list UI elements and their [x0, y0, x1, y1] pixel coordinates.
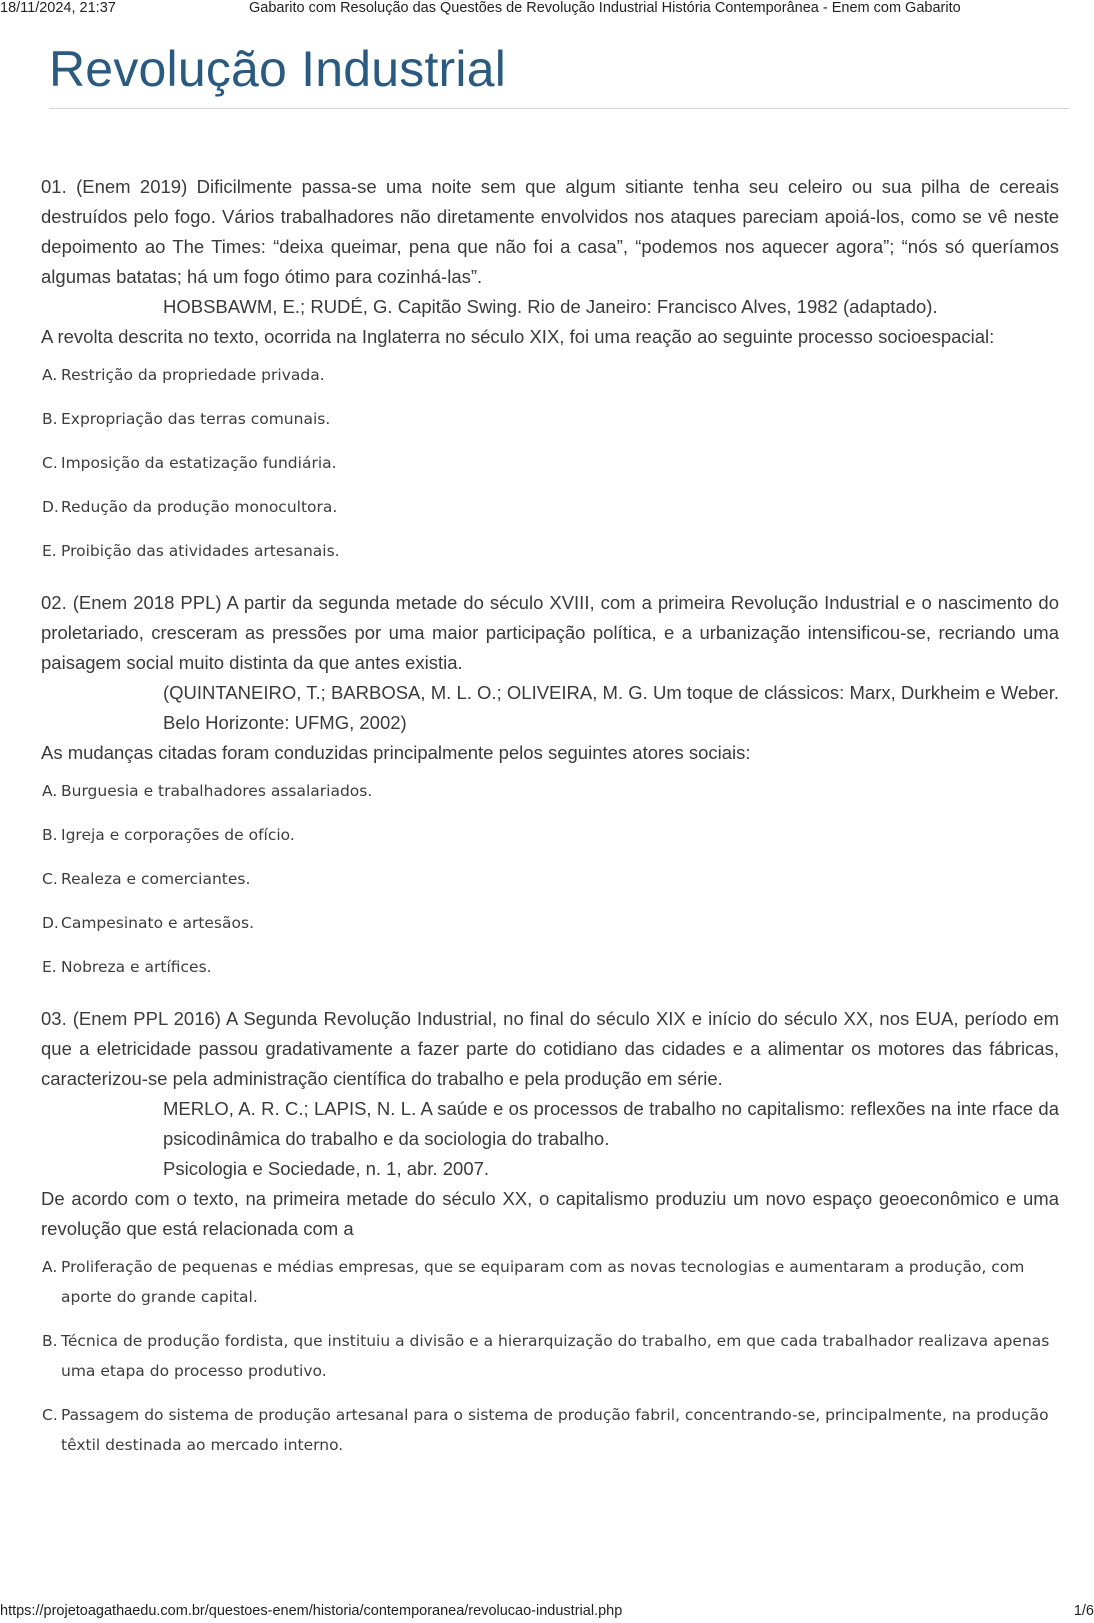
alternative-text: Passagem do sistema de produção artesanal para o sistema de produção fabril, concentrando-se, principalmente, na produção têxtil destinada ao mercado interno. — [61, 1406, 1049, 1454]
alternative-b[interactable] — [41, 820, 1059, 850]
print-footer — [0, 1603, 1094, 1621]
question-prompt: A revolta descrita no texto, ocorrida na Inglaterra no século XIX, foi uma reação ao seguinte processo socioespacial: — [41, 326, 995, 347]
page-url: https://projetoagathaedu.com.br/questoes-enem/historia/contemporanea/revolucao-industrial.php — [0, 1603, 623, 1619]
alternatives-list — [41, 776, 1059, 982]
alternative-text: Restrição da propriedade privada. — [61, 366, 325, 384]
alternative-text: Proibição das atividades artesanais. — [61, 542, 340, 560]
alternative-letter: A. — [42, 782, 58, 800]
question-statement: 01. (Enem 2019) Dificilmente passa-se uma noite sem que algum sitiante tenha seu celeiro ou sua pilha de cereais destruídos pelo fogo. Vários trabalhadores não diretamente envolvidos nos ataques pareciam apoiá-los, como se vê neste depoimento ao The Times: “deixa queimar, pena que não foi a casa”, “podemos nos aquecer agora”; “nós só queríamos algumas batatas; há um fogo ótimo para cozinhá-las”. — [41, 176, 1059, 287]
question-3 — [41, 1004, 1059, 1460]
alternative-letter: C. — [42, 870, 58, 888]
questions-list — [41, 172, 1059, 1482]
alternative-text: Proliferação de pequenas e médias empresas, que se equiparam com as novas tecnologias e aumentaram a produção, com aporte do grande capital. — [61, 1258, 1025, 1306]
alternative-text: Técnica de produção fordista, que instituiu a divisão e a hierarquização do trabalho, em que cada trabalhador realizava apenas uma etapa do processo produtivo. — [61, 1332, 1050, 1380]
alternative-a[interactable] — [41, 776, 1059, 806]
question-prompt: As mudanças citadas foram conduzidas principalmente pelos seguintes atores sociais: — [41, 742, 751, 763]
alternative-c[interactable] — [41, 448, 1059, 478]
alternative-c[interactable] — [41, 864, 1059, 894]
alternative-letter: D. — [42, 498, 59, 516]
question-statement: 03. (Enem PPL 2016) A Segunda Revolução Industrial, no final do século XIX e início do século XX, nos EUA, período em que a eletricidade passou gradativamente a fazer parte do cotidiano das cidades e a alimentar os motores das fábricas, caracterizou-se pela administração científica do trabalho e pela produção em série. — [41, 1008, 1059, 1089]
title-divider — [49, 108, 1069, 109]
page-title: Revolução Industrial — [49, 41, 507, 97]
alternative-letter: C. — [42, 454, 58, 472]
alternative-letter: B. — [42, 826, 58, 844]
alternative-letter: E. — [42, 958, 57, 976]
question-prompt: De acordo com o texto, na primeira metade do século XX, o capitalismo produziu um novo espaço geoeconômico e uma revolução que está relacionada com a — [41, 1188, 1059, 1239]
print-date: 18/11/2024, 21:37 — [0, 0, 116, 16]
alternative-e[interactable] — [41, 952, 1059, 982]
alternative-b[interactable] — [41, 1326, 1059, 1386]
alternative-letter: B. — [42, 410, 58, 428]
alternative-letter: C. — [42, 1406, 58, 1424]
question-source: (QUINTANEIRO, T.; BARBOSA, M. L. O.; OLIVEIRA, M. G. Um toque de clássicos: Marx, Durkheim e Weber. Belo Horizonte: UFMG, 2002) — [163, 682, 1059, 733]
alternative-text: Nobreza e artífices. — [61, 958, 212, 976]
alternative-text: Burguesia e trabalhadores assalariados. — [61, 782, 373, 800]
alternative-d[interactable] — [41, 908, 1059, 938]
alternative-letter: A. — [42, 1258, 58, 1276]
alternatives-list — [41, 1252, 1059, 1460]
question-source: HOBSBAWM, E.; RUDÉ, G. Capitão Swing. Rio de Janeiro: Francisco Alves, 1982 (adaptado). — [163, 296, 938, 317]
alternatives-list — [41, 360, 1059, 566]
question-1 — [41, 172, 1059, 566]
alternative-letter: D. — [42, 914, 59, 932]
alternative-letter: E. — [42, 542, 57, 560]
question-2 — [41, 588, 1059, 982]
alternative-text: Campesinato e artesãos. — [61, 914, 254, 932]
question-statement: 02. (Enem 2018 PPL) A partir da segunda metade do século XVIII, com a primeira Revolução Industrial e o nascimento do proletariado, cresceram as pressões por uma maior participação política, e a urbanização intensificou-se, recriando uma paisagem social muito distinta da que antes existia. — [41, 592, 1059, 673]
page-number: 1/6 — [1073, 1603, 1094, 1619]
alternative-e[interactable] — [41, 536, 1059, 566]
alternative-d[interactable] — [41, 492, 1059, 522]
alternative-c[interactable] — [41, 1400, 1059, 1460]
alternative-text: Expropriação das terras comunais. — [61, 410, 331, 428]
alternative-a[interactable] — [41, 1252, 1059, 1312]
print-header — [0, 0, 1094, 18]
alternative-letter: B. — [42, 1332, 58, 1350]
alternative-text: Imposição da estatização fundiária. — [61, 454, 337, 472]
print-document-title: Gabarito com Resolução das Questões de Revolução Industrial História Contemporânea - Enem com Gabarito — [249, 0, 961, 16]
alternative-text: Realeza e comerciantes. — [61, 870, 251, 888]
alternative-letter: A. — [42, 366, 58, 384]
alternative-text: Igreja e corporações de ofício. — [61, 826, 295, 844]
alternative-a[interactable] — [41, 360, 1059, 390]
alternative-text: Redução da produção monocultora. — [61, 498, 338, 516]
question-source: Psicologia e Sociedade, n. 1, abr. 2007. — [163, 1158, 490, 1179]
question-source: MERLO, A. R. C.; LAPIS, N. L. A saúde e os processos de trabalho no capitalismo: reflexões na inte rface da psicodinâmica do trabalho e da sociologia do trabalho. — [163, 1098, 1059, 1149]
alternative-b[interactable] — [41, 404, 1059, 434]
